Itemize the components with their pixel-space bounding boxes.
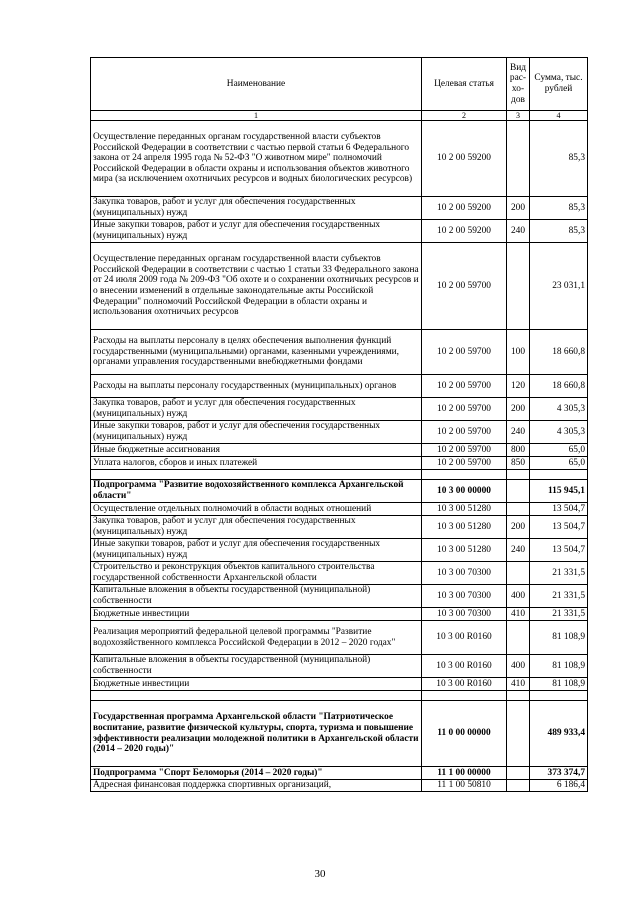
row-vid: 100 (507, 330, 530, 375)
row-name: Расходы на выплаты персоналу в целях обеспечения выполнения функций государственными (муниципальными) органами, казенными учреждениями, органами управления государственными внебюджетными фондами (91, 330, 422, 375)
row-vid (507, 780, 530, 792)
row-sum: 85,3 (530, 220, 588, 243)
header-number-row (91, 111, 588, 121)
row-name: Подпрограмма "Развитие водохозяйственного комплекса Архангельской области" (91, 480, 422, 503)
row-code: 10 3 00 70300 (422, 562, 507, 585)
row-vid (507, 701, 530, 767)
row-name: Подпрограмма "Спорт Беломорья (2014 – 2020 годы)" (91, 767, 422, 780)
spacer-cell (530, 691, 588, 701)
row-name: Бюджетные инвестиции (91, 608, 422, 621)
row-vid: 240 (507, 421, 530, 444)
row-code: 11 0 00 00000 (422, 701, 507, 767)
row-code: 10 2 00 59700 (422, 444, 507, 457)
row-code: 10 2 00 59700 (422, 457, 507, 470)
row-sum: 85,3 (530, 197, 588, 220)
spacer-row (91, 470, 588, 480)
row-name: Адресная финансовая поддержка спортивных организаций, (91, 780, 422, 792)
row-code: 10 2 00 59700 (422, 398, 507, 421)
row-code: 10 3 00 51280 (422, 516, 507, 539)
row-vid (507, 621, 530, 655)
table-row (91, 220, 588, 243)
table-row (91, 562, 588, 585)
table-row (91, 480, 588, 503)
header-number: 1 (91, 111, 422, 121)
row-name: Иные закупки товаров, работ и услуг для обеспечения государственных (муниципальных) нужд (91, 421, 422, 444)
table-row (91, 608, 588, 621)
row-sum: 18 660,8 (530, 375, 588, 398)
row-name: Реализация мероприятий федеральной целевой программы "Развитие водохозяйственного комплекса Российской Федерации в 2012 – 2020 годах" (91, 621, 422, 655)
table-row (91, 621, 588, 655)
table-row (91, 398, 588, 421)
row-vid: 850 (507, 457, 530, 470)
table-row (91, 701, 588, 767)
row-vid (507, 243, 530, 330)
row-vid (507, 480, 530, 503)
row-sum: 489 933,4 (530, 701, 588, 767)
row-name: Капитальные вложения в объекты государственной (муниципальной) собственности (91, 655, 422, 678)
spacer-cell (422, 470, 507, 480)
row-vid: 800 (507, 444, 530, 457)
row-sum: 13 504,7 (530, 516, 588, 539)
row-code: 10 3 00 51280 (422, 539, 507, 562)
table-row (91, 516, 588, 539)
row-sum: 21 331,5 (530, 608, 588, 621)
spacer-cell (507, 691, 530, 701)
table-row (91, 375, 588, 398)
row-name: Иные закупки товаров, работ и услуг для обеспечения государственных (муниципальных) нужд (91, 220, 422, 243)
row-code: 10 2 00 59200 (422, 197, 507, 220)
table-row (91, 585, 588, 608)
row-code: 10 3 00 R0160 (422, 621, 507, 655)
row-name: Закупка товаров, работ и услуг для обеспечения государственных (муниципальных) нужд (91, 197, 422, 220)
row-sum: 23 031,1 (530, 243, 588, 330)
row-code: 11 1 00 00000 (422, 767, 507, 780)
row-name: Закупка товаров, работ и услуг для обеспечения государственных (муниципальных) нужд (91, 516, 422, 539)
row-code: 10 2 00 59700 (422, 421, 507, 444)
row-vid: 200 (507, 197, 530, 220)
row-code: 10 3 00 70300 (422, 608, 507, 621)
row-code: 10 3 00 R0160 (422, 655, 507, 678)
table-row (91, 197, 588, 220)
row-sum: 81 108,9 (530, 678, 588, 691)
budget-table (90, 57, 588, 792)
row-name: Закупка товаров, работ и услуг для обеспечения государственных (муниципальных) нужд (91, 398, 422, 421)
spacer-row (91, 691, 588, 701)
table-row (91, 421, 588, 444)
row-vid: 400 (507, 585, 530, 608)
row-name: Капитальные вложения в объекты государственной (муниципальной) собственности (91, 585, 422, 608)
row-name: Осуществление переданных органам государственной власти субъектов Российской Федерации в соответствии с частью 1 статьи 33 Федерального закона от 24 июля 2009 года № 209-ФЗ "Об охоте и о сохранении охотничьих ресурсов и о внесении изменений в отдельные законодательные акты Российской Федерации" полномочий Российской Федерации в области охраны и использования охотничьих ресурсов (91, 243, 422, 330)
row-sum: 4 305,3 (530, 421, 588, 444)
spacer-cell (91, 691, 422, 701)
row-name: Расходы на выплаты персоналу государственных (муниципальных) органов (91, 375, 422, 398)
header-name: Наименование (91, 58, 422, 111)
row-vid: 200 (507, 398, 530, 421)
table-row (91, 539, 588, 562)
row-code: 10 2 00 59700 (422, 375, 507, 398)
row-vid: 120 (507, 375, 530, 398)
row-name: Строительство и реконструкция объектов капитального строительства государственной собственности Архангельской области (91, 562, 422, 585)
row-sum: 13 504,7 (530, 539, 588, 562)
row-code: 10 2 00 59700 (422, 243, 507, 330)
table-row (91, 444, 588, 457)
row-sum: 373 374,7 (530, 767, 588, 780)
table-header-row (91, 58, 588, 111)
table-row (91, 678, 588, 691)
page-number: 30 (314, 868, 326, 880)
table-row (91, 503, 588, 516)
row-name: Иные бюджетные ассигнования (91, 444, 422, 457)
row-sum: 85,3 (530, 121, 588, 197)
table-row (91, 243, 588, 330)
row-vid (507, 121, 530, 197)
row-code: 10 3 00 00000 (422, 480, 507, 503)
row-sum: 21 331,5 (530, 562, 588, 585)
row-vid: 410 (507, 608, 530, 621)
row-vid: 200 (507, 516, 530, 539)
row-name: Осуществление переданных органам государственной власти субъектов Российской Федерации в соответствии с частью первой статьи 6 Федерального закона от 24 апреля 1995 года № 52-ФЗ "О животном мире" полномочий Российской Федерации в области охраны и использования объектов животного мира (за исключением охотничьих ресурсов и водных биологических ресурсов) (91, 121, 422, 197)
row-sum: 65,0 (530, 457, 588, 470)
row-vid (507, 767, 530, 780)
table-row (91, 767, 588, 780)
row-code: 10 2 00 59200 (422, 220, 507, 243)
row-code: 10 3 00 70300 (422, 585, 507, 608)
row-vid: 400 (507, 655, 530, 678)
row-sum: 81 108,9 (530, 621, 588, 655)
row-sum: 13 504,7 (530, 503, 588, 516)
row-name: Государственная программа Архангельской области "Патриотическое воспитание, развитие физической культуры, спорта, туризма и повышение эффективности реализации молодежной политики в Архангельской области (2014 – 2020 годы)" (91, 701, 422, 767)
row-name: Уплата налогов, сборов и иных платежей (91, 457, 422, 470)
row-sum: 115 945,1 (530, 480, 588, 503)
row-sum: 65,0 (530, 444, 588, 457)
row-code: 10 3 00 51280 (422, 503, 507, 516)
header-sum: Сумма, тыс. рублей (530, 58, 588, 111)
row-vid: 240 (507, 220, 530, 243)
row-code: 10 2 00 59700 (422, 330, 507, 375)
table-row (91, 780, 588, 792)
header-number: 2 (422, 111, 507, 121)
row-sum: 21 331,5 (530, 585, 588, 608)
row-vid (507, 562, 530, 585)
row-sum: 81 108,9 (530, 655, 588, 678)
row-sum: 18 660,8 (530, 330, 588, 375)
row-sum: 4 305,3 (530, 398, 588, 421)
row-code: 10 2 00 59200 (422, 121, 507, 197)
spacer-cell (91, 470, 422, 480)
header-number: 3 (507, 111, 530, 121)
row-name: Бюджетные инвестиции (91, 678, 422, 691)
table-row (91, 457, 588, 470)
row-vid: 240 (507, 539, 530, 562)
row-sum: 6 186,4 (530, 780, 588, 792)
row-code: 11 1 00 50810 (422, 780, 507, 792)
spacer-cell (422, 691, 507, 701)
table-row (91, 121, 588, 197)
row-name: Осуществление отдельных полномочий в области водных отношений (91, 503, 422, 516)
table-body (91, 121, 588, 792)
table-row (91, 655, 588, 678)
spacer-cell (530, 470, 588, 480)
header-code: Целевая статья (422, 58, 507, 111)
header-number: 4 (530, 111, 588, 121)
table-row (91, 330, 588, 375)
row-vid (507, 503, 530, 516)
header-vid: Вид рас-хо-дов (507, 58, 530, 111)
row-name: Иные закупки товаров, работ и услуг для обеспечения государственных (муниципальных) нужд (91, 539, 422, 562)
row-vid: 410 (507, 678, 530, 691)
row-code: 10 3 00 R0160 (422, 678, 507, 691)
spacer-cell (507, 470, 530, 480)
